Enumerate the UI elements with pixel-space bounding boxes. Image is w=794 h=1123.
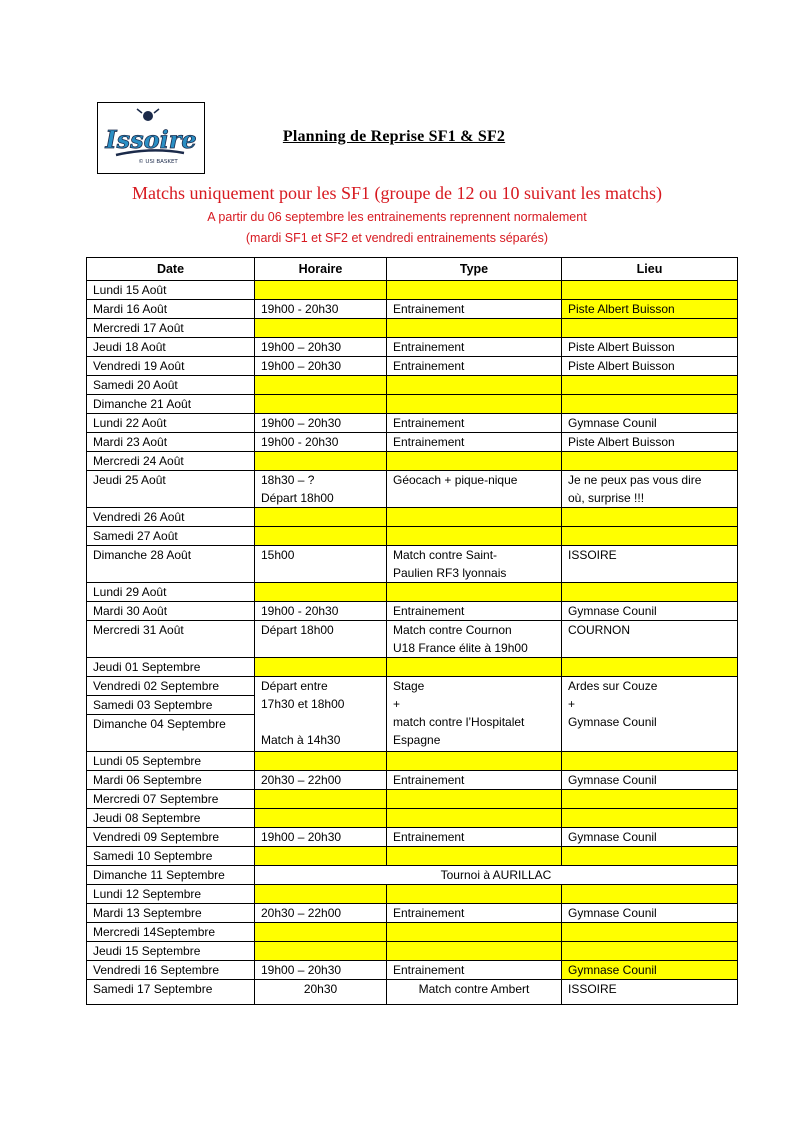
cell-lieu-text: + [568,697,576,711]
cell-type [387,452,562,471]
table-row [87,471,738,508]
cell-lieu-text: COURNON [568,623,630,637]
cell-lieu [562,527,738,546]
cell-type [387,904,562,923]
cell-date [87,452,255,471]
cell-date [87,790,255,809]
cell-type-text: Entrainement [393,416,465,430]
cell-type [387,433,562,452]
cell-type [387,508,562,527]
subtitle: Matchs uniquement pour les SF1 (groupe de 12 ou 10 suivant les matchs) [132,183,662,203]
cell-horaire [255,942,387,961]
cell-horaire-text: Départ 18h00 [261,623,334,637]
cell-type [387,923,562,942]
cell-type-text: Entrainement [393,435,465,449]
cell-lieu-text: ISSOIRE [568,982,617,996]
cell-type-text: Entrainement [393,773,465,787]
cell-date [87,715,255,752]
schedule-table [86,257,738,1005]
table-row [87,414,738,433]
logo-wordmark: Issoire [105,125,197,154]
cell-type [387,790,562,809]
header-date: Date [87,258,255,281]
cell-type-text: U18 France élite à 19h00 [393,641,528,655]
cell-horaire-text: 19h00 - 20h30 [261,302,339,316]
cell-date [87,621,255,658]
cell-horaire-text: 17h30 et 18h00 [261,697,345,711]
cell-date-text: Mardi 16 Août [93,302,168,316]
cell-horaire [255,621,387,658]
table-row [87,319,738,338]
cell-date [87,677,255,696]
cell-lieu [562,602,738,621]
table-row [87,752,738,771]
cell-type-text: match contre l’Hospitalet [393,715,525,729]
cell-lieu [562,621,738,658]
cell-date [87,300,255,319]
cell-lieu [562,790,738,809]
cell-horaire-text: 20h30 – 22h00 [261,906,342,920]
cell-type [387,621,562,658]
cell-date [87,546,255,583]
cell-type-text: Géocach + pique-nique [393,473,518,487]
table-body [87,281,738,1005]
cell-type [387,828,562,847]
cell-date [87,433,255,452]
header-type: Type [387,258,562,281]
cell-horaire [255,828,387,847]
cell-type [387,847,562,866]
cell-date-text: Jeudi 15 Septembre [93,944,201,958]
cell-lieu [562,583,738,602]
cell-horaire-text: 15h00 [261,548,295,562]
cell-horaire-text: Départ 18h00 [261,491,334,505]
cell-date [87,828,255,847]
cell-lieu-text: Gymnase Counil [568,963,657,977]
cell-lieu-text: Gymnase Counil [568,906,657,920]
cell-type [387,942,562,961]
cell-date [87,923,255,942]
cell-type-text: Espagne [393,733,441,747]
cell-type-text: Entrainement [393,830,465,844]
cell-lieu [562,471,738,508]
cell-lieu [562,414,738,433]
cell-horaire-text: Départ entre [261,679,328,693]
cell-horaire-text: 19h00 – 20h30 [261,963,342,977]
cell-lieu-text: Piste Albert Buisson [568,302,675,316]
cell-type-text: Match contre Ambert [418,982,530,996]
cell-lieu [562,885,738,904]
cell-horaire-text: 18h30 – ? [261,473,315,487]
cell-type [387,300,562,319]
cell-date-text: Samedi 27 Août [93,529,178,543]
table-row [87,508,738,527]
cell-horaire [255,527,387,546]
cell-lieu [562,809,738,828]
cell-type-text: Entrainement [393,604,465,618]
cell-horaire [255,546,387,583]
cell-horaire [255,395,387,414]
cell-date-text: Lundi 22 Août [93,416,167,430]
cell-date [87,696,255,715]
cell-date [87,338,255,357]
cell-horaire [255,771,387,790]
cell-date-text: Mardi 30 Août [93,604,168,618]
note-line-1: A partir du 06 septembre les entrainements reprennent normalement [207,210,587,224]
table-row [87,602,738,621]
cell-horaire [255,281,387,300]
table-row [87,790,738,809]
cell-horaire [255,471,387,508]
cell-type [387,961,562,980]
cell-lieu [562,771,738,790]
cell-type [387,527,562,546]
cell-lieu [562,752,738,771]
cell-lieu [562,847,738,866]
table-row [87,677,738,696]
cell-lieu [562,357,738,376]
cell-date-text: Dimanche 11 Septembre [93,868,225,882]
cell-date [87,658,255,677]
cell-lieu-text: Gymnase Counil [568,416,657,430]
cell-type [387,809,562,828]
cell-lieu-text: Piste Albert Buisson [568,340,675,354]
cell-date-text: Vendredi 16 Septembre [93,963,220,977]
note-line-2: (mardi SF1 et SF2 et vendredi entrainements séparés) [245,231,549,245]
cell-lieu [562,961,738,980]
cell-date-text: Jeudi 18 Août [93,340,166,354]
cell-horaire [255,508,387,527]
cell-date-text: Lundi 15 Août [93,283,167,297]
cell-date [87,847,255,866]
cell-lieu [562,942,738,961]
table-row [87,923,738,942]
cell-horaire [255,904,387,923]
cell-horaire [255,602,387,621]
cell-horaire [255,433,387,452]
cell-lieu-text: Je ne peux pas vous dire [568,473,702,487]
cell-date [87,471,255,508]
cell-type-text: Entrainement [393,340,465,354]
cell-date [87,942,255,961]
table-row [87,395,738,414]
cell-date-text: Mercredi 24 Août [93,454,184,468]
cell-date-text: Vendredi 19 Août [93,359,185,373]
cell-horaire [255,357,387,376]
cell-lieu [562,508,738,527]
cell-type-text: + [393,697,401,711]
table-row [87,809,738,828]
cell-type [387,752,562,771]
cell-lieu [562,281,738,300]
cell-horaire [255,809,387,828]
table-row [87,281,738,300]
cell-date [87,980,255,1005]
cell-date-text: Mercredi 31 Août [93,623,184,637]
cell-type-text: Entrainement [393,963,465,977]
cell-horaire-text: 20h30 – 22h00 [261,773,342,787]
table-row [87,866,738,885]
cell-horaire [255,677,387,752]
cell-horaire-text: 20h30 [303,982,338,996]
cell-date [87,602,255,621]
cell-horaire [255,376,387,395]
cell-lieu [562,980,738,1005]
cell-type [387,414,562,433]
cell-date [87,281,255,300]
table-row [87,300,738,319]
table-row [87,771,738,790]
cell-horaire [255,338,387,357]
cell-type [387,357,562,376]
cell-horaire-text: 19h00 – 20h30 [261,340,342,354]
cell-date-text: Mercredi 14Septembre [93,925,216,939]
cell-type-text: Stage [393,679,425,693]
cell-date-text: Samedi 17 Septembre [93,982,213,996]
cell-date-text: Dimanche 21 Août [93,397,192,411]
cell-horaire-text: 19h00 - 20h30 [261,435,339,449]
cell-date-text: Samedi 10 Septembre [93,849,213,863]
cell-date-text: Samedi 20 Août [93,378,178,392]
cell-lieu-text: Gymnase Counil [568,773,657,787]
cell-date-text: Mercredi 17 Août [93,321,184,335]
cell-horaire [255,658,387,677]
cell-type [387,980,562,1005]
cell-lieu-text: Gymnase Counil [568,715,657,729]
cell-type-text: Match contre Saint- [393,548,498,562]
cell-type [387,319,562,338]
cell-type [387,885,562,904]
cell-date-text: Jeudi 08 Septembre [93,811,201,825]
table-row [87,961,738,980]
cell-date-text: Dimanche 04 Septembre [93,717,226,731]
cell-date-text: Mercredi 07 Septembre [93,792,219,806]
cell-date [87,319,255,338]
table-row [87,828,738,847]
cell-horaire [255,980,387,1005]
cell-lieu-text: où, surprise !!! [568,491,645,505]
cell-date [87,885,255,904]
cell-event-merged-text: Tournoi à AURILLAC [440,868,552,882]
cell-date [87,357,255,376]
header-lieu: Lieu [562,258,738,281]
cell-type [387,771,562,790]
cell-date-text: Lundi 29 Août [93,585,167,599]
cell-lieu-text: Ardes sur Couze [568,679,658,693]
cell-date-text: Lundi 05 Septembre [93,754,202,768]
cell-type [387,281,562,300]
cell-date [87,904,255,923]
cell-lieu [562,300,738,319]
cell-type-text: Entrainement [393,906,465,920]
cell-date [87,414,255,433]
cell-date-text: Dimanche 28 Août [93,548,192,562]
cell-type [387,376,562,395]
cell-type [387,658,562,677]
cell-date-text: Vendredi 26 Août [93,510,185,524]
cell-date-text: Samedi 03 Septembre [93,698,213,712]
cell-date [87,771,255,790]
table-row [87,583,738,602]
table-row [87,621,738,658]
cell-event-merged [255,866,738,885]
cell-date [87,866,255,885]
table-row [87,847,738,866]
cell-lieu [562,828,738,847]
table-row [87,357,738,376]
cell-lieu [562,395,738,414]
cell-horaire-text: Match à 14h30 [261,733,341,747]
table-row [87,942,738,961]
table-row [87,338,738,357]
header-horaire: Horaire [255,258,387,281]
cell-lieu [562,338,738,357]
cell-horaire [255,847,387,866]
cell-lieu [562,923,738,942]
table-row [87,658,738,677]
table-row [87,433,738,452]
cell-date [87,583,255,602]
cell-type [387,471,562,508]
cell-type [387,395,562,414]
cell-date-text: Jeudi 01 Septembre [93,660,201,674]
cell-type [387,338,562,357]
cell-horaire [255,319,387,338]
cell-date [87,809,255,828]
cell-lieu [562,677,738,752]
cell-horaire [255,790,387,809]
table-row [87,885,738,904]
cell-horaire-text: 19h00 – 20h30 [261,416,342,430]
logo-caption: © USI BASKET [138,159,178,165]
cell-horaire [255,961,387,980]
cell-type [387,677,562,752]
cell-horaire-text: 19h00 - 20h30 [261,604,339,618]
cell-lieu-text: Piste Albert Buisson [568,435,675,449]
cell-date-text: Mardi 23 Août [93,435,168,449]
cell-horaire [255,452,387,471]
cell-type-text: Paulien RF3 lyonnais [393,566,507,580]
cell-date [87,376,255,395]
cell-date-text: Vendredi 02 Septembre [93,679,220,693]
cell-horaire [255,923,387,942]
club-logo [97,102,205,174]
cell-date [87,395,255,414]
cell-type-text: Entrainement [393,302,465,316]
document-title: Planning de Reprise SF1 & SF2 [282,128,506,145]
table-row [87,527,738,546]
cell-horaire-text: 19h00 – 20h30 [261,830,342,844]
table-row [87,376,738,395]
cell-horaire [255,752,387,771]
cell-lieu [562,904,738,923]
table-row [87,980,738,1005]
cell-lieu [562,546,738,583]
cell-type-text: Match contre Cournon [393,623,512,637]
table-header-row [87,258,738,281]
cell-date [87,752,255,771]
cell-lieu-text: ISSOIRE [568,548,617,562]
cell-date [87,508,255,527]
cell-type-text: Entrainement [393,359,465,373]
table-row [87,452,738,471]
cell-lieu [562,452,738,471]
cell-date-text: Lundi 12 Septembre [93,887,202,901]
cell-lieu-text: Gymnase Counil [568,830,657,844]
cell-type [387,602,562,621]
cell-horaire-text: 19h00 – 20h30 [261,359,342,373]
cell-date [87,961,255,980]
cell-lieu-text: Piste Albert Buisson [568,359,675,373]
cell-horaire [255,885,387,904]
cell-date-text: Mardi 06 Septembre [93,773,202,787]
cell-type [387,583,562,602]
cell-date-text: Vendredi 09 Septembre [93,830,220,844]
table-row [87,904,738,923]
cell-date-text: Mardi 13 Septembre [93,906,202,920]
cell-lieu [562,319,738,338]
cell-lieu [562,376,738,395]
cell-lieu [562,658,738,677]
cell-horaire [255,300,387,319]
cell-horaire [255,414,387,433]
table-row [87,546,738,583]
cell-date [87,527,255,546]
cell-date-text: Jeudi 25 Août [93,473,166,487]
cell-lieu-text: Gymnase Counil [568,604,657,618]
issoire-logo-graphic [98,103,204,173]
cell-horaire [255,583,387,602]
cell-lieu [562,433,738,452]
cell-type [387,546,562,583]
